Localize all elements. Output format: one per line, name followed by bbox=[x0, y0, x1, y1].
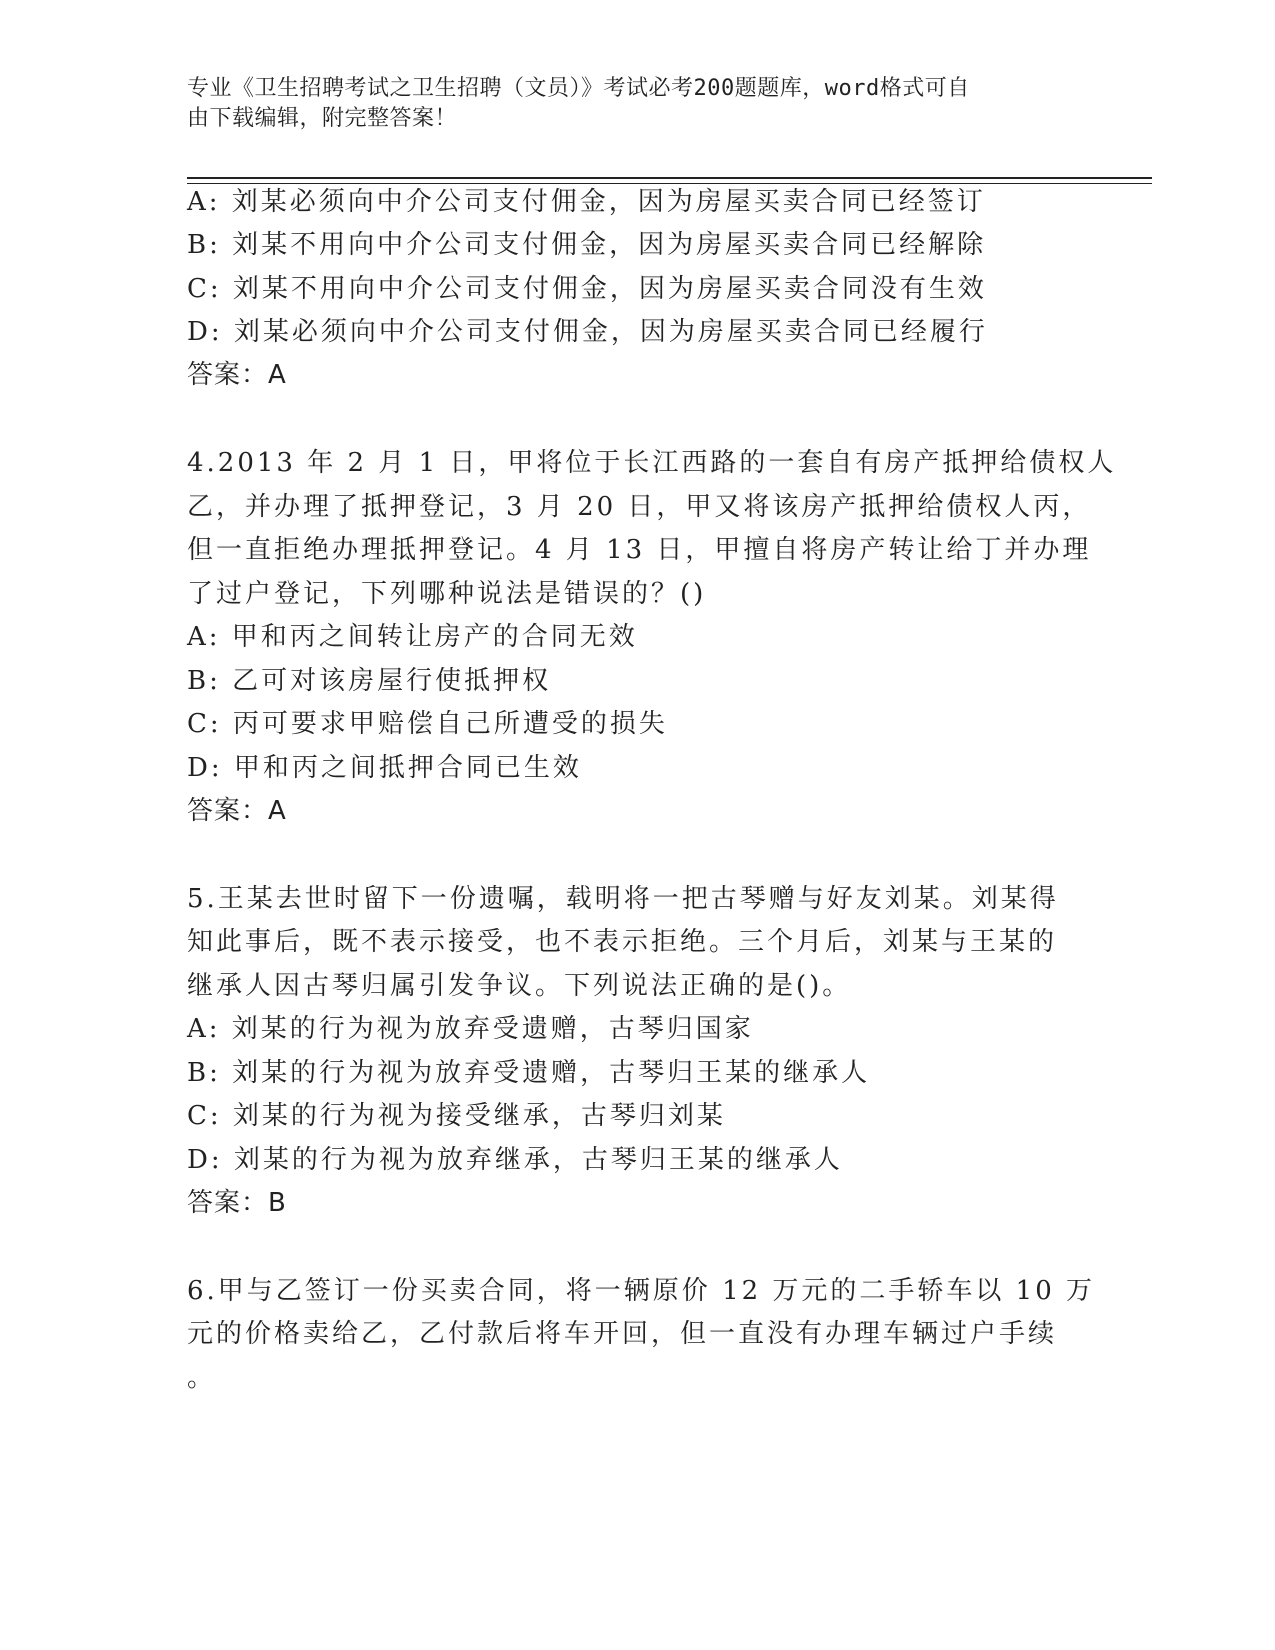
q5-option-d: D: 刘某的行为视为放弃继承，古琴归王某的继承人 bbox=[187, 1145, 843, 1175]
q4-stem-line-3: 但一直拒绝办理抵押登记。4 月 13 日，甲擅自将房产转让给丁并办理 bbox=[187, 535, 1092, 565]
q4-stem-line-4: 了过户登记，下列哪种说法是错误的？() bbox=[187, 579, 707, 609]
q6-stem-line-1: 6.甲与乙签订一份买卖合同，将一辆原价 12 万元的二手轿车以 10 万 bbox=[187, 1276, 1096, 1306]
q4-option-a: A: 甲和丙之间转让房产的合同无效 bbox=[187, 622, 638, 652]
q4-answer: 答案：A bbox=[187, 796, 287, 826]
q4-option-d: D: 甲和丙之间抵押合同已生效 bbox=[187, 753, 582, 783]
header-line-2: 由下载编辑，附完整答案！ bbox=[187, 106, 458, 131]
q4-option-b: B: 乙可对该房屋行使抵押权 bbox=[187, 666, 552, 696]
q5-option-b: B: 刘某的行为视为放弃受遗赠，古琴归王某的继承人 bbox=[187, 1058, 871, 1088]
q3-option-d: D: 刘某必须向中介公司支付佣金，因为房屋买卖合同已经履行 bbox=[187, 317, 988, 347]
q5-stem-line-2: 知此事后，既不表示接受，也不表示拒绝。三个月后，刘某与王某的 bbox=[187, 927, 1058, 957]
q4-stem-line-1: 4.2013 年 2 月 1 日，甲将位于长江西路的一套自有房产抵押给债权人 bbox=[187, 448, 1117, 478]
q6-stem-line-2: 元的价格卖给乙，乙付款后将车开回，但一直没有办理车辆过户手续 bbox=[187, 1319, 1058, 1349]
q3-option-a: A: 刘某必须向中介公司支付佣金，因为房屋买卖合同已经签订 bbox=[187, 187, 986, 217]
q5-option-c: C: 刘某的行为视为接受继承，古琴归刘某 bbox=[187, 1101, 726, 1131]
q4-stem-line-2: 乙，并办理了抵押登记，3 月 20 日，甲又将该房产抵押给债权人丙， bbox=[187, 492, 1092, 522]
q6-stem-line-3: 。 bbox=[187, 1363, 217, 1393]
document-header bbox=[187, 74, 1067, 134]
q5-option-a: A: 刘某的行为视为放弃受遗赠，古琴归国家 bbox=[187, 1014, 754, 1044]
q5-stem-line-1: 5.王某去世时留下一份遗嘱，载明将一把古琴赠与好友刘某。刘某得 bbox=[187, 884, 1059, 914]
header-divider-thin bbox=[187, 183, 1152, 184]
header-divider-thick bbox=[187, 177, 1152, 179]
q4-option-c: C: 丙可要求甲赔偿自己所遭受的损失 bbox=[187, 709, 668, 739]
header-line-1: 专业《卫生招聘考试之卫生招聘（文员）》考试必考200题题库，word格式可自 bbox=[187, 76, 970, 101]
q3-option-b: B: 刘某不用向中介公司支付佣金，因为房屋买卖合同已经解除 bbox=[187, 230, 987, 260]
q5-answer: 答案：B bbox=[187, 1188, 287, 1218]
q3-option-c: C: 刘某不用向中介公司支付佣金，因为房屋买卖合同没有生效 bbox=[187, 274, 987, 304]
q5-stem-line-3: 继承人因古琴归属引发争议。下列说法正确的是()。 bbox=[187, 971, 852, 1001]
q3-answer: 答案：A bbox=[187, 360, 287, 390]
